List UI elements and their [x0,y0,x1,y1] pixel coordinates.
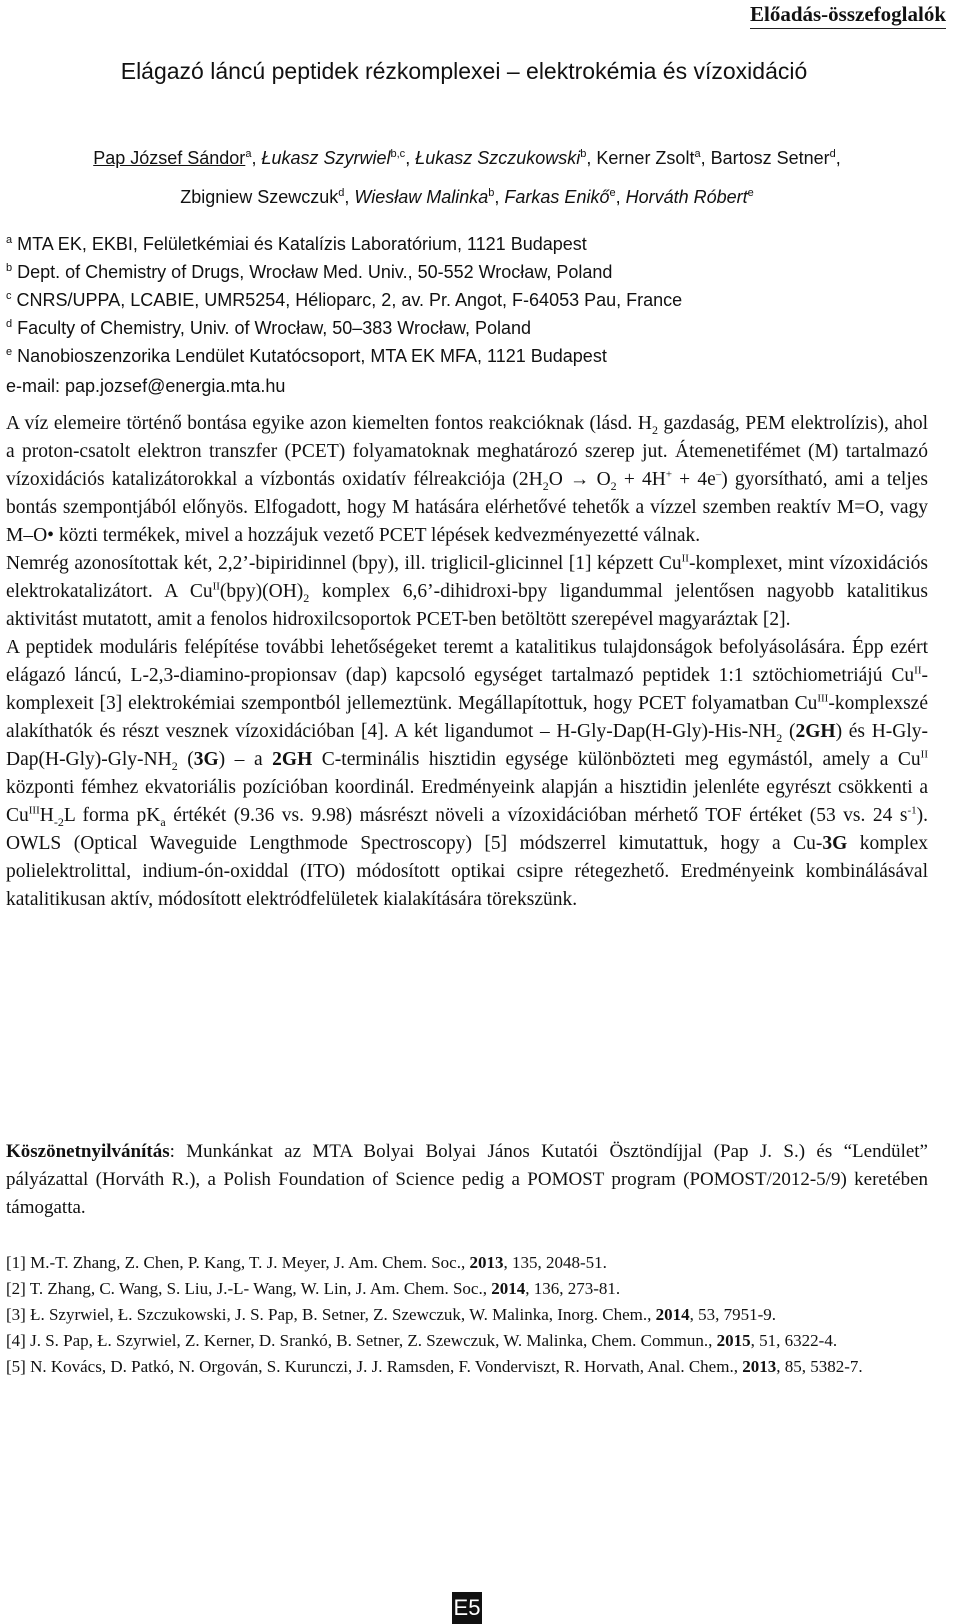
affiliation-mark: b [6,262,13,274]
reference-item [6,1276,928,1302]
superscript: II [212,580,220,593]
reference-year: 2014 [491,1279,526,1298]
author-affil-mark: e [747,187,754,199]
author-name: Wiesław Malinka [354,187,489,207]
reference-text: , 85, 5382-7. [776,1357,863,1376]
superscript: + [665,468,673,481]
text-run: L forma pK [63,805,161,826]
reference-text: [5] N. Kovács, D. Patkó, N. Orgován, S. Kurunczi, J. J. Ramsden, F. Vonderviszt, R. Horvath, Anal. Chem., [6,1357,743,1376]
reference-text: [4] J. S. Pap, Ł. Szyrwiel, Z. Kerner, D. Srankó, B. Setner, Z. Szewczuk, W. Malinka, Chem. Commun., [6,1331,717,1350]
superscript: II [914,664,922,677]
body-paragraph [6,410,928,550]
superscript: III [817,692,829,705]
subscript: 2 [171,758,178,773]
text-run: + 4H [616,469,666,490]
text-run: ( [177,749,194,770]
author-name: Łukasz Szyrwiel [261,148,391,168]
author-affil-mark: d [338,187,345,199]
affiliation [6,231,587,257]
text-run: ) és H-Gly-Dap(H-Gly)-Gly-NH [6,721,929,770]
text-run: értékét (9.36 vs. 9.98) másrészt növeli a vízoxidációban mérhető TOF értéket (53 vs. 24 s [165,805,908,826]
text-run: A víz elemeire történő bontása egyike azon kiemelten fontos reakcióknak (lásd. H [6,413,652,434]
paper-title: Elágazó láncú peptidek rézkomplexei – elektrokémia és vízoxidáció [120,58,808,84]
reference-text: [3] Ł. Szyrwiel, Ł. Szczukowski, J. S. Pap, B. Setner, Z. Szewczuk, W. Malinka, Inorg. Chem., [6,1305,656,1324]
reference-text: , 51, 6322-4. [750,1331,838,1350]
reference-year: 2013 [469,1253,504,1272]
text-run: ( [782,721,796,742]
author-line-2: Zbigniew Szewczuk$^d$, Wiesław Malinka$^b$, Farkas Enikő$^e$, Horváth Róbert$^e$ [180,187,754,207]
author-affil-mark: a [694,148,701,160]
affiliation-text: Dept. of Chemistry of Drugs, Wrocław Med. Univ., 50-552 Wrocław, Poland [17,262,613,282]
text-run: ). OWLS (Optical Waveguide Lengthmode Spectroscopy) [5] módszerrel kimutattuk, hogy a Cu- [6,805,928,854]
subscript: 2 [542,478,549,493]
body-paragraph [6,634,928,914]
reference-item [6,1302,928,1328]
affiliation [6,287,682,313]
reference-list [6,1250,928,1380]
text-run: -komplexszé alakíthatók és részt vesznek vízoxidációban [4]. A két ligandumot – H-Gly-Dap(H-Gly)-His-NH [6,693,928,742]
superscript: III [28,804,40,817]
text-run: O → O [548,469,611,490]
acknowledgement-text: : Munkánkat az MTA Bolyai Bolyai János Kutatói Ösztöndíjjal (Pap J. S.) és “Lendület” pályázattal (Horváth R.), a Polish Foundation of Science pedig a POMOST program (POMOST/2012-5/9) keretében támogatta. [6,1141,928,1218]
affiliation-text: Nanobioszenzorika Lendület Kutatócsoport, MTA EK MFA, 1121 Budapest [17,346,607,366]
text-run: H [39,805,54,826]
page-number-badge: E5 [452,1592,482,1624]
acknowledgement-label: Köszönetnyilvánítás [6,1141,170,1162]
abstract-body [6,410,928,914]
text-run: -komplexeit [3] elektrokémiai szempontból jellemeztünk. Megállapítottuk, hogy PCET folyamatban Cu [6,665,928,714]
reference-year: 2015 [716,1331,751,1350]
author-affil-mark: b [580,148,587,160]
text-run: ) – a [218,749,273,770]
superscript: II [920,748,928,761]
author-name: Horváth Róbert [625,187,748,207]
affiliation-text: CNRS/UPPA, LCABIE, UMR5254, Hélioparc, 2, av. Pr. Angot, F-64053 Pau, France [16,290,683,310]
affiliation [6,259,612,285]
affiliation [6,343,607,369]
ligand-code: 3G [822,833,848,854]
author-affil-mark: b [488,187,495,199]
author-name: Kerner Zsolt [596,148,695,168]
reference-text: , 135, 2048-51. [503,1253,607,1272]
affiliation [6,315,531,341]
author-name: Farkas Enikő [504,187,610,207]
reference-item [6,1328,928,1354]
subscript: a [160,814,166,829]
reference-year: 2014 [655,1305,690,1324]
affiliation-mark: d [6,318,13,330]
section-header: Előadás-összefoglalók [750,2,946,29]
affiliation-mark: a [6,234,13,246]
author-name: Bartosz Setner [710,148,830,168]
author-name: Pap József Sándor [93,148,246,168]
reference-text: , 136, 273-81. [525,1279,621,1298]
text-run: komplex polielektrolittal, indium-ón-oxiddal (ITO) módosított optikai csipre rétegezhető. Eredményeink kombinálásával katalitikusan aktív, módosított elektródfelületek kialakítására törekszünk. [6,833,928,910]
author-affil-mark: b,c [390,148,406,160]
reference-text: [1] M.-T. Zhang, Z. Chen, P. Kang, T. J. Meyer, J. Am. Chem. Soc., [6,1253,470,1272]
text-run: komplex 6,6’-dihidroxi-bpy ligandummal jelentősen nagyobb katalitikus aktivitást mutatott, amit a fenolos hidroxilcsoportok PCET-ben betöltött szerepével magyaráztak [2]. [6,581,928,630]
text-run: Nemrég azonosítottak két, 2,2’-bipiridinnel (bpy), ill. triglicil-glicinnel [1] képzett Cu [6,553,682,574]
body-paragraph [6,550,928,634]
text-run: gazdaság, PEM elektrolízis), ahol a proton-csatolt elektron transzfer (PCET) folyamatoknak meghatározó szerep jut. Átemenetifémet (M) tartalmazó vízoxidációs katalizátorokkal a vízbontás oxidatív félreakciója (2H [6,413,928,490]
subscript: -2 [53,814,64,829]
reference-year: 2013 [742,1357,777,1376]
reference-item [6,1250,928,1276]
text-run: ) gyorsítható, ami a teljes bontás szempontjából előnyös. Elfogadott, hogy M hatására elérhetővé tehetők a vízzel szemben reaktív M=O, vagy M–O• közti termékek, mivel a hozzájuk vezető PCET lépések kedvezményezetté válnak. [6,469,928,546]
acknowledgement [6,1138,928,1222]
author-affil-mark: a [245,148,252,160]
text-run: C-terminális hisztidin egysége különbözteti meg egymástól, amely a Cu [312,749,921,770]
author-affil-mark: e [609,187,616,199]
subscript: 2 [651,422,658,437]
superscript: II [681,552,689,565]
reference-text: , 53, 7951-9. [689,1305,777,1324]
author-affil-mark: d [829,148,836,160]
subscript: 2 [303,590,310,605]
superscript: – [715,468,722,481]
reference-text: [2] T. Zhang, C. Wang, S. Liu, J.-L- Wang, W. Lin, J. Am. Chem. Soc., [6,1279,492,1298]
affiliation-mark: c [6,290,12,302]
author-name: Zbigniew Szewczuk [180,187,339,207]
text-run: (bpy)(OH) [219,581,304,602]
text-run: + 4e [672,469,716,490]
subscript: 2 [610,478,617,493]
author-name: Łukasz Szczukowski [415,148,581,168]
reference-item [6,1354,928,1380]
text-run: központi fémhez ekvatoriális pozícióban koordinál. Eredményeink alapján a hisztidin jelenléte egyrészt csökkenti a Cu [6,777,928,826]
affiliation-text: MTA EK, EKBI, Felületkémiai és Katalízis Laboratórium, 1121 Budapest [17,234,587,254]
subscript: 2 [776,730,783,745]
affiliation-mark: e [6,346,13,358]
affiliation-text: Faculty of Chemistry, Univ. of Wrocław, 50–383 Wrocław, Poland [17,318,532,338]
superscript: -1 [907,804,917,817]
text-run: A peptidek moduláris felépítése további lehetőségeket teremt a katalitikus tulajdonságok befolyásolására. Épp ezért elágazó láncú, L-2,3-diamino-propionsav (dap) kapcsoló egységet tartalmazó peptidek 1:1 sztöchiometriájú Cu [6,637,928,686]
author-line-1: Pap József Sándor$^a$, Łukasz Szyrwiel$^{b,c}$, Łukasz Szczukowski$^b$, Kerner Zsolt$^a$, Bartosz Setner$^d$, [93,148,841,168]
ligand-code: 2GH [795,721,836,742]
contact-email: e-mail: pap.jozsef@energia.mta.hu [6,376,286,396]
ligand-code: 2GH [272,749,313,770]
text-run: -komplexet, mint vízoxidációs elektrokatalizátort. A Cu [6,553,928,602]
ligand-code: 3G [193,749,219,770]
